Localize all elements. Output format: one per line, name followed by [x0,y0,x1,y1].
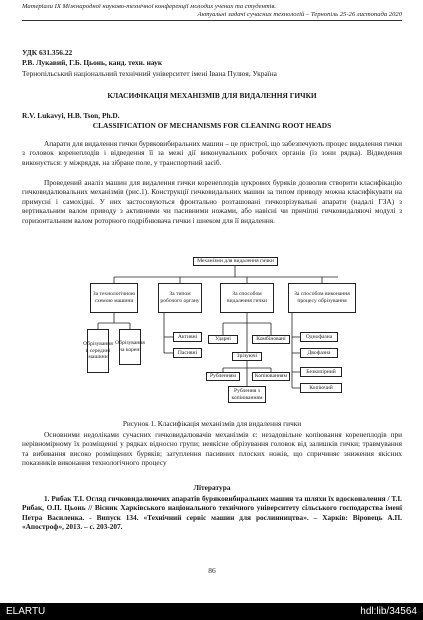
diagram-item-combined: Комбіновані [252,335,290,344]
diagram-item-chopping: Рубленням [206,372,240,381]
diagram-item-two-phase: Двофазна [300,348,338,358]
paragraph-2: Проведений аналіз машин для видалення гички коренеплодів цукрових буряків дозволив створити класифікацію гичковидалювальних механізмів (рис.1). Конструкції гичковидальних машин за типом приводу можна класифікувати на примусні і самохідні. У них застосовуються фронтально розташовані гичкозрізувальні апарати (надалі ГЗА) з вертикальним валом приводу з активними чи пасивними ножами, або навісні чи причіпні гичковидаляючі модулі з горизонтальним валом роторного подрібнювача гички і шнеком для її видалення. [22,178,402,225]
paragraph-1: Апарати для видалення гички буряковибиральних машин – це пристрої, що забезпечують процес видалення гички з головок коренеплодів і відведення її за межі дії виконувальних робочих органів (із зони рядка). Відведення виконується: у міжряддя, на зібране поле, у транспортний засіб. [22,139,402,167]
footer-handle: hdl:lib/34564 [360,606,417,617]
diagram-item-cutting: Зрізуючі [232,352,262,361]
diagram-item-copying: Копіюванням [252,372,290,381]
diagram-category-removal: За способом видалення гички [220,283,274,313]
diagram-item-active: Активні [173,332,202,342]
header-line-1: Матеріали IX Міжнародної науково-технічної конференції молодих учених та студентів. [22,3,276,10]
diagram-item-chop-copy: Рублення з копіюванням [228,386,266,403]
header-line-2: Актуальні задачі сучасних технологій – Тернопіль 25-26 листопада 2020 [197,11,402,18]
footer-repository: ELARTU [6,606,46,617]
title-ua: КЛАСИФІКАЦІЯ МЕХАНІЗМІВ ДЛЯ ВИДАЛЕННЯ ГИЧКИ [107,91,317,100]
diagram-item-tech-middle: Обрізування в середині машини [87,329,109,373]
page-number: 86 [208,566,216,575]
conclusion-paragraph: Основними недоліками сучасних гичковидалювачів механізмів є: незадовільне копіювання коренеплодів при нерівномірному їх розміщенні у рядках відносно групи; неякісне обрізування головок від залишків гички; травмування та вибивання високо розміщених буряків; затуплення пасивних плоских ножів, що спричиняє зниження якісних показників виконання технологічного процесу [22,430,402,468]
udk: УДК 631.356.22 [22,48,73,57]
diagram-item-impact: Ударні [208,335,238,344]
authors-ua: Р.В. Лукавий, Г.Б. Цьонь, канд. техн. наук [22,58,163,67]
figure-caption: Рисунок 1. Класифікація механізмів для видалення гички [122,419,302,428]
authors-en: R.V. Lukavyi, H.B. Tson, Ph.D. [22,111,120,120]
diagram-item-no-copy: Безкопірний [300,367,342,377]
diagram-category-process: За способом виконання процесу обрізування [288,283,356,313]
diagram-item-copying-type: Копіючий [300,383,342,393]
diagram-item-passive: Пасивні [173,348,202,358]
diagram-root: Механізми для видалення гички [193,257,278,266]
diagram-item-single-phase: Однофазна [300,332,338,342]
title-en: CLASSIFICATION OF MECHANISMS FOR CLEANING ROOT HEADS [92,121,332,130]
reference-1: 1. Рибак Т.І. Огляд гичковидалюючих апаратів буряковибиральних машин та шляхи їх вдосконалення / Т.І. Рибак, О.П. Цьонь // Вісник Харківського національного технічного університету сільського господарства імені Петра Василенка. - Випуск 134. «Технічний сервіс машин для рослинництва». – Харків: Віровець А.П. «Апостроф», 2013. – с. 203-207. [22,494,402,532]
diagram-item-tech-root: Обрізування на корені [119,329,141,365]
diagram-category-tech: За технологічною схемою машини [90,283,138,313]
references-title: Література [193,483,231,492]
footer-bar [0,603,423,620]
affiliation: Тернопільський національний технічний університет імені Івана Пулюя, Україна [22,69,277,78]
diagram-category-organ: За типом робочого органу [158,283,202,313]
